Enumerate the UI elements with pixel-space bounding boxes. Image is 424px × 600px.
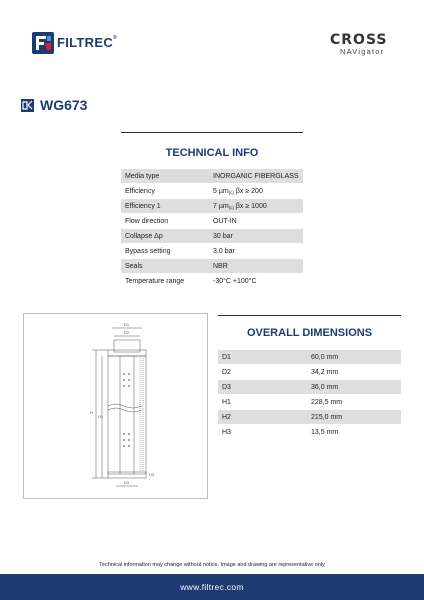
table-row	[218, 350, 401, 365]
spec-label: Bypass setting	[121, 244, 209, 259]
cross-logo-word: CROSS	[330, 32, 388, 48]
dim-label: H2	[218, 410, 307, 425]
table-row	[218, 410, 401, 425]
dim-label-d1: D1	[124, 322, 130, 327]
spec-value: INORGANIC FIBERGLASS	[209, 169, 303, 184]
spec-label: Efficiency	[121, 184, 209, 199]
dim-label-d2: D2	[124, 330, 130, 335]
filter-element-drawing	[24, 314, 207, 498]
dim-value: 34,2 mm	[307, 365, 401, 380]
technical-drawing	[23, 313, 208, 499]
technical-info-table	[121, 169, 303, 289]
table-row	[121, 169, 303, 184]
dim-value: 215,0 mm	[307, 410, 401, 425]
spec-label: Collapse Δp	[121, 229, 209, 244]
spec-label: Flow direction	[121, 214, 209, 229]
filtrec-logo-icon	[32, 32, 54, 54]
dim-label: H1	[218, 395, 307, 410]
section-divider	[218, 315, 401, 316]
table-row	[218, 365, 401, 380]
spec-value: 5 µm$_{(c)}$ βx ≥ 200	[209, 184, 303, 199]
table-row	[121, 259, 303, 274]
dim-value: 60,0 mm	[307, 350, 401, 365]
overall-dimensions-table	[218, 350, 401, 440]
cross-logo-sub: NAVigator	[340, 47, 385, 56]
dim-value: 13,5 mm	[307, 425, 401, 440]
spec-label: Efficiency 1	[121, 199, 209, 214]
spec-value: -30°C +100°C	[209, 274, 303, 289]
spec-value: OUT-IN	[209, 214, 303, 229]
table-row	[121, 244, 303, 259]
dim-label-h3: H3	[149, 472, 155, 477]
product-code: WG673	[40, 97, 88, 113]
spec-value: NBR	[209, 259, 303, 274]
dim-label: H3	[218, 425, 307, 440]
spec-value: 30 bar	[209, 229, 303, 244]
dim-label-h1: H1	[98, 414, 104, 419]
cross-navigator-logo	[330, 32, 394, 56]
table-row	[121, 184, 303, 199]
table-row	[218, 425, 401, 440]
dim-label: D2	[218, 365, 307, 380]
dim-value: 36,0 mm	[307, 380, 401, 395]
dim-label: D1	[218, 350, 307, 365]
technical-info-title: TECHNICAL INFO	[165, 147, 259, 159]
dim-label: D3	[218, 380, 307, 395]
spec-label: Seals	[121, 259, 209, 274]
table-row	[218, 395, 401, 410]
overall-dimensions-title: OVERALL DIMENSIONS	[246, 327, 373, 339]
spec-label: Media type	[121, 169, 209, 184]
section-divider	[121, 132, 303, 133]
table-row	[218, 380, 401, 395]
table-row	[121, 229, 303, 244]
disclaimer-text: Technical information may change without notice. Image and drawing are representative only	[99, 562, 325, 568]
filtrec-logo-text: FILTREC®	[57, 35, 118, 50]
spec-value: 7 µm$_{(c)}$ βx ≥ 1000	[209, 199, 303, 214]
website-link[interactable]: www.filtrec.com	[180, 582, 244, 592]
spec-label: Temperature range	[121, 274, 209, 289]
filter-element-icon	[21, 99, 34, 112]
table-row	[121, 214, 303, 229]
dim-label-d3: D3	[124, 480, 130, 485]
dim-label-h: H	[90, 410, 93, 415]
table-row	[121, 199, 303, 214]
table-row	[121, 274, 303, 289]
dim-value: 228,5 mm	[307, 395, 401, 410]
spec-value: 3.0 bar	[209, 244, 303, 259]
